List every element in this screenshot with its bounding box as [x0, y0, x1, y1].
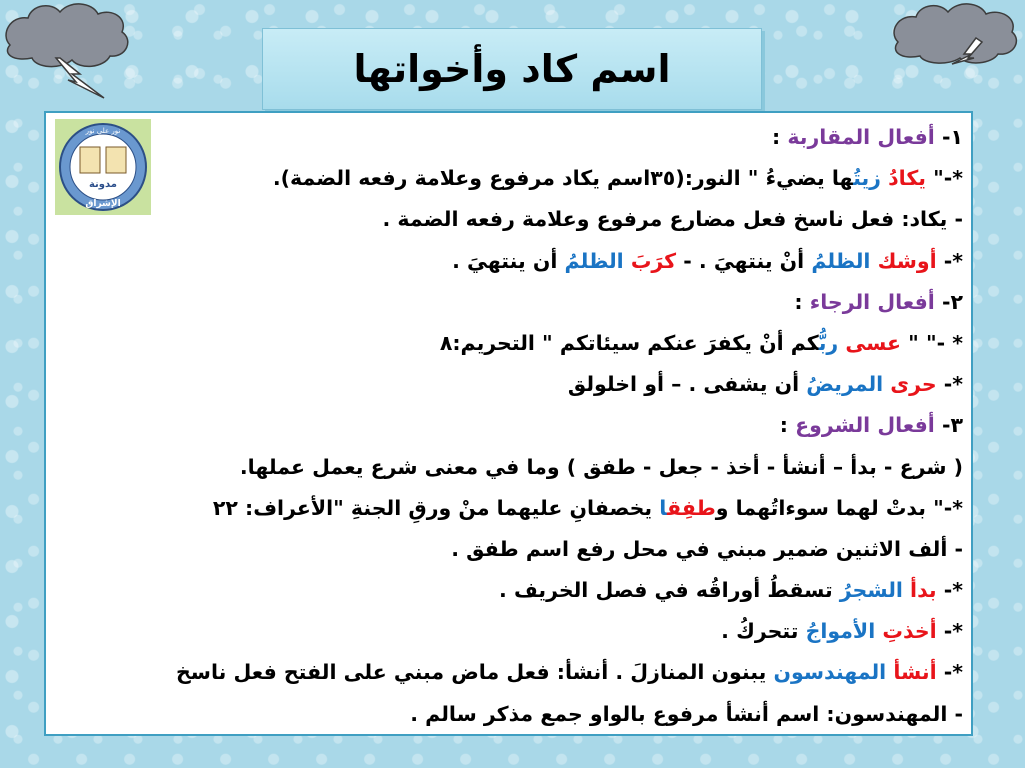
- heading-span: أفعال المقاربة: [787, 125, 935, 149]
- text-line: [156, 117, 963, 158]
- text-span: - ألف الاثنين ضمير مبني في محل رفع اسم طفق .: [451, 536, 963, 561]
- cloud-left-icon: [0, 0, 135, 100]
- heading-span: أفعال الرجاء: [809, 289, 935, 314]
- text-span: :: [779, 413, 796, 438]
- text-line: [156, 282, 963, 323]
- seal-top-text: نور على نور: [85, 127, 121, 135]
- text-span: *-": [925, 166, 963, 191]
- noun-span: زيتُ: [853, 166, 881, 191]
- title-box: [262, 28, 762, 110]
- text-span: *-" بدتْ لهما سوءاتُهما و: [715, 495, 963, 520]
- noun-span: الأمواجُ: [798, 619, 876, 644]
- text-span: *-: [936, 578, 963, 603]
- text-line: [156, 529, 963, 570]
- verb-span: بدأ: [902, 578, 937, 603]
- text-span: تسقطُ أوراقُه في فصل الخريف .: [499, 578, 833, 603]
- text-span: أن ينتهيَ .: [452, 248, 558, 273]
- page-title: اسم كاد وأخواتها: [353, 47, 671, 91]
- text-span: ١-: [934, 125, 963, 149]
- verb-span: طفِق: [666, 495, 716, 520]
- text-span: يبنون المنازلَ . أنشأ: فعل ماض مبني على الفتح فعل ناسخ: [176, 660, 767, 685]
- text-span: تتحركُ .: [721, 619, 799, 644]
- noun-span: الظلمُ: [804, 248, 871, 273]
- text-span: - يكاد: فعل ناسخ فعل مضارع مرفوع وعلامة رفعه الضمة .: [382, 207, 963, 232]
- verb-span: كرَبَ: [623, 248, 677, 273]
- blog-seal-logo: [55, 119, 151, 215]
- text-line: [156, 241, 963, 282]
- noun-span: ربُّ: [818, 330, 839, 355]
- text-span: * -" ": [900, 330, 963, 355]
- verb-span: يكادُ: [880, 166, 926, 191]
- text-span: *-: [936, 372, 963, 397]
- text-span: *-: [936, 660, 963, 685]
- lesson-text: [156, 117, 963, 735]
- noun-span: المريضُ: [799, 372, 884, 397]
- verb-span: أخذتِ: [875, 619, 937, 644]
- text-line: [156, 447, 963, 488]
- verb-span: أنشأ: [886, 660, 937, 685]
- text-span: ها يضيءُ " النور:(٣٥اسم يكاد مرفوع وعلامة رفعه الضمة).: [272, 166, 854, 191]
- text-span: أن يشفى . – أو اخلولق: [567, 372, 800, 397]
- noun-span: المهندسون: [766, 660, 887, 685]
- noun-span: الظلمُ: [557, 248, 624, 273]
- text-span: يخصفانِ عليهما منْ ورقِ الجنةِ "الأعراف: ٢٢: [212, 495, 653, 520]
- text-span: ٣-: [934, 413, 963, 438]
- text-line: [156, 488, 963, 529]
- text-span: ( شرع - بدأ – أنشأ - أخذ - جعل - طفق ) وما في معنى شرع يعمل عملها.: [239, 454, 963, 479]
- noun-span: الشجرُ: [832, 578, 903, 603]
- text-span: :: [771, 125, 788, 149]
- text-span: :: [794, 289, 810, 314]
- seal-bottom-text: الإشراق: [85, 199, 121, 209]
- text-line: [156, 405, 963, 446]
- text-span: كم أنْ يكفرَ عنكم سيئاتكم " التحريم:٨: [439, 330, 819, 355]
- text-line: [156, 323, 963, 364]
- text-span: - المهندسون: اسم أنشأ مرفوع بالواو جمع مذكر سالم .: [410, 701, 963, 726]
- noun-span: ا: [652, 495, 667, 520]
- text-line: [156, 199, 963, 240]
- text-span: *-: [936, 248, 963, 273]
- verb-span: حرى: [883, 372, 937, 397]
- text-span: *-: [936, 619, 963, 644]
- text-line: [156, 158, 963, 199]
- seal-mid-text: مدونة: [88, 179, 118, 190]
- verb-span: أوشك: [870, 248, 937, 273]
- content-box: [44, 111, 973, 736]
- cloud-right-icon: [888, 2, 1023, 92]
- text-line: [156, 694, 963, 735]
- text-span: ٢-: [934, 289, 963, 314]
- text-line: [156, 364, 963, 405]
- text-span: أنْ ينتهيَ . -: [676, 248, 805, 273]
- verb-span: عسى: [838, 330, 901, 355]
- text-line: [156, 611, 963, 652]
- text-line: [156, 570, 963, 611]
- heading-span: أفعال الشروع: [795, 413, 935, 438]
- text-line: [156, 652, 963, 693]
